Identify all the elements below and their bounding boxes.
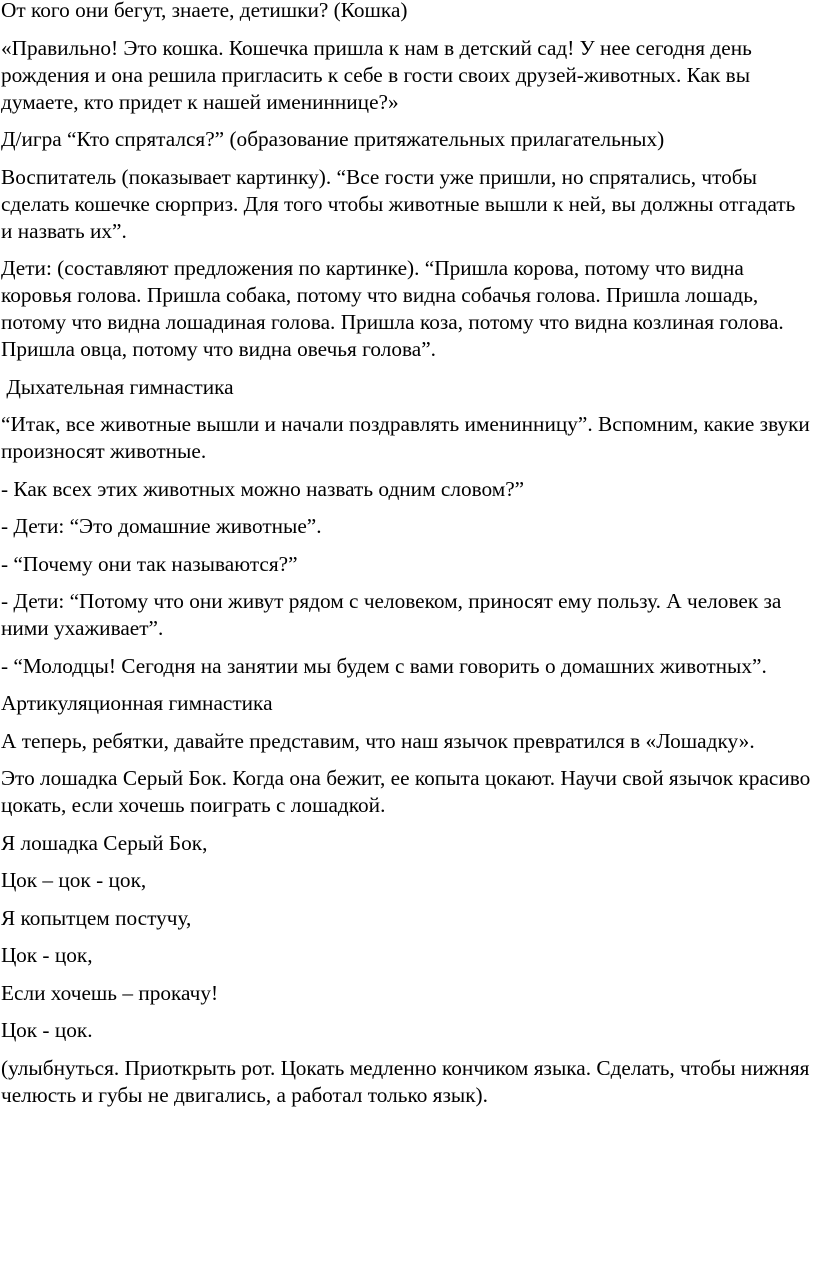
paragraph-exercise-instructions: (улыбнуться. Приоткрыть рот. Цокать медленно кончиком языка. Сделать, чтобы нижняя челюсть и губы не двигались, а работал только язык). [1, 1055, 810, 1107]
paragraph-articulation-heading: Артикуляционная гимнастика [1, 691, 273, 715]
paragraph-cat-birthday: «Правильно! Это кошка. Кошечка пришла к нам в детский сад! У нее сегодня день рождения и она решила пригласить к себе в гости своих друзей-животных. Как вы думаете, кто придет к нашей имениннице?» [1, 35, 752, 114]
paragraph-question-who-they-run-from: От кого они бегут, знаете, детишки? (Кошка) [1, 0, 408, 22]
poem-line-2: Цок – цок - цок, [1, 868, 147, 892]
paragraph-breathing-exercise-heading: Дыхательная гимнастика [1, 374, 234, 399]
paragraph-game-title: Д/игра “Кто спрятался?” (образование притяжательных прилагательных) [1, 127, 665, 151]
poem-line-1: Я лошадка Серый Бок, [1, 830, 208, 855]
paragraph-teacher-shows-picture: Воспитатель (показывает картинку). “Все гости уже пришли, но спрятались, чтобы сделать кошечке сюрприз. Для того чтобы животные вышли к ней, вы должны отгадать и назвать их”. [1, 164, 796, 243]
paragraph-answer-live-near-humans: - Дети: “Потому что они живут рядом с человеком, приносят ему пользу. А человек за ними ухаживает”. [1, 589, 782, 640]
paragraph-well-done: - “Молодцы! Сегодня на занятии мы будем с вами говорить о домашних животных”. [1, 653, 767, 678]
paragraph-animals-congratulate: “Итак, все животные вышли и начали поздравлять именинницу”. Вспомним, какие звуки произносят животные. [1, 412, 810, 463]
poem-line-3: Я копытцем постучу, [1, 905, 192, 930]
paragraph-answer-domestic-animals: - Дети: “Это домашние животные”. [1, 514, 322, 538]
poem-line-5: Если хочешь – прокачу! [1, 980, 219, 1005]
paragraph-question-why-called: - “Почему они так называются?” [1, 551, 298, 576]
paragraph-question-one-word: - Как всех этих животных можно назвать одним словом?” [1, 476, 525, 501]
paragraph-children-sentences: Дети: (составляют предложения по картинке). “Пришла корова, потому что видна коровья голова. Пришла собака, потому что видна собачья голова. Пришла лошадь, потому что видна лошадиная голова. Пришла коза, потому что видна козлиная голова. Пришла овца, потому что видна овечья голова”. [1, 256, 784, 361]
paragraph-horse-grey-side: Это лошадка Серый Бок. Когда она бежит, ее копыта цокают. Научи свой язычок красиво цокать, если хочешь поиграть с лошадкой. [1, 766, 811, 817]
poem-line-6: Цок - цок. [1, 1018, 93, 1042]
paragraph-tongue-horse: А теперь, ребятки, давайте представим, что наш язычок превратился в «Лошадку». [1, 728, 755, 753]
poem-line-4: Цок - цок, [1, 943, 93, 967]
